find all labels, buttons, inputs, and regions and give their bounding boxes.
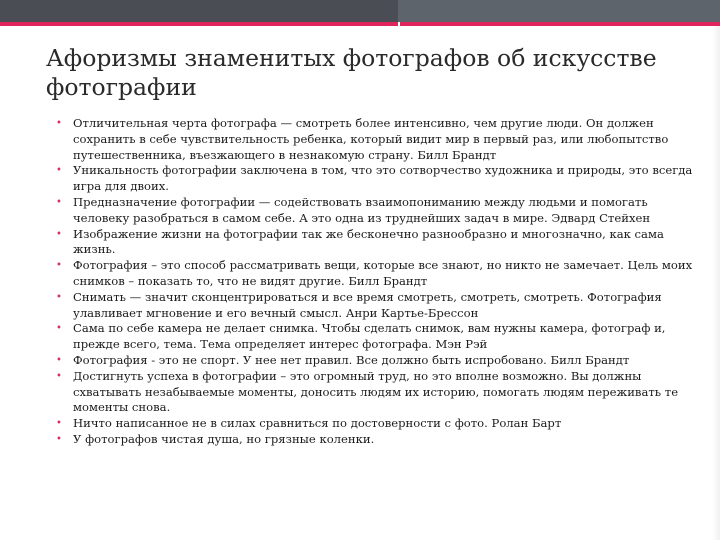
top-decor-bar [0, 0, 720, 22]
accent-line-gap [398, 22, 400, 26]
bullet-dot-icon: • [56, 433, 62, 445]
bullet-text: Фотография – это способ рассматривать вещи, которые все знают, но никто не замечает. Цель моих снимков – показать то, что не видят другие. Билл Брандт [73, 258, 693, 288]
bullet-item [56, 163, 696, 195]
bullet-dot-icon: • [56, 118, 62, 129]
bullet-item [56, 258, 696, 290]
bullet-dot-icon: • [56, 418, 62, 430]
bullet-text: Предназначение фотографии — содействовать взаимопониманию между людьми и помогать человеку разобраться в самом себе. А это одна из труднейших задач в мире. Эдвард Стейхен [73, 194, 651, 225]
bullet-dot-icon: • [56, 323, 62, 335]
bullet-item [56, 416, 696, 432]
top-bar-right-segment [398, 0, 720, 22]
bullet-dot-icon: • [56, 370, 62, 382]
bullet-list [56, 116, 696, 448]
bullet-dot-icon: • [56, 165, 62, 177]
bullet-item [56, 432, 696, 448]
bullet-text: Фотография - это не спорт. У нее нет правил. Все должно быть испробовано. Билл Брандт [73, 352, 630, 367]
bullet-dot-icon: • [56, 354, 62, 366]
bullet-text: Ничто написанное не в силах сравниться по достоверности с фото. Ролан Барт [73, 416, 562, 431]
bullet-item [56, 321, 696, 353]
bullet-item [56, 227, 696, 259]
bullet-text: Сама по себе камера не делает снимка. Чтобы сделать снимок, вам нужны камера, фотограф и, прежде всего, тема. Тема определяет интерес фотографа. Мэн Рэй [73, 321, 666, 352]
bullet-dot-icon: • [56, 260, 62, 272]
slide-title: Афоризмы знаменитых фотографов об искусстве фотографии [46, 44, 657, 101]
bullet-text: Достигнуть успеха в фотографии – это огромный труд, но это вполне возможно. Вы должны схватывать незабываемые моменты, доносить людям их историю, помогать людям переживать те моменты снова. [73, 368, 679, 415]
bullet-dot-icon: • [56, 291, 62, 303]
bullet-text: Отличительная черта фотографа — смотреть более интенсивно, чем другие люди. Он должен сохранить в себе чувствительность ребенка, который видит мир в первый раз, или любопытство путешественника, въезжающего в незнакомую страну. Билл Брандт [73, 116, 669, 162]
bullet-item [56, 369, 696, 416]
bullet-text: Изображение жизни на фотографии так же бесконечно разнообразно и многозначно, как сама жизнь. [73, 226, 664, 257]
bullet-text: Уникальность фотографии заключена в том, что это сотворчество художника и природы, это всегда игра для двоих. [73, 163, 693, 194]
accent-line [0, 22, 720, 26]
bullet-dot-icon: • [56, 228, 62, 240]
bullet-text: Снимать — значит сконцентрироваться и все время смотреть, смотреть, смотреть. Фотография улавливает мгновение и его вечный смысл. Анри Картье-Брессон [73, 289, 662, 320]
top-bar-left-segment [0, 0, 398, 22]
bullet-item [56, 353, 696, 369]
bullet-item [56, 290, 696, 322]
right-edge-shadow [712, 26, 720, 540]
bullet-dot-icon: • [56, 196, 62, 208]
bullet-item [56, 195, 696, 227]
bullet-item [56, 116, 696, 163]
bullet-text: У фотографов чистая душа, но грязные коленки. [73, 431, 375, 446]
